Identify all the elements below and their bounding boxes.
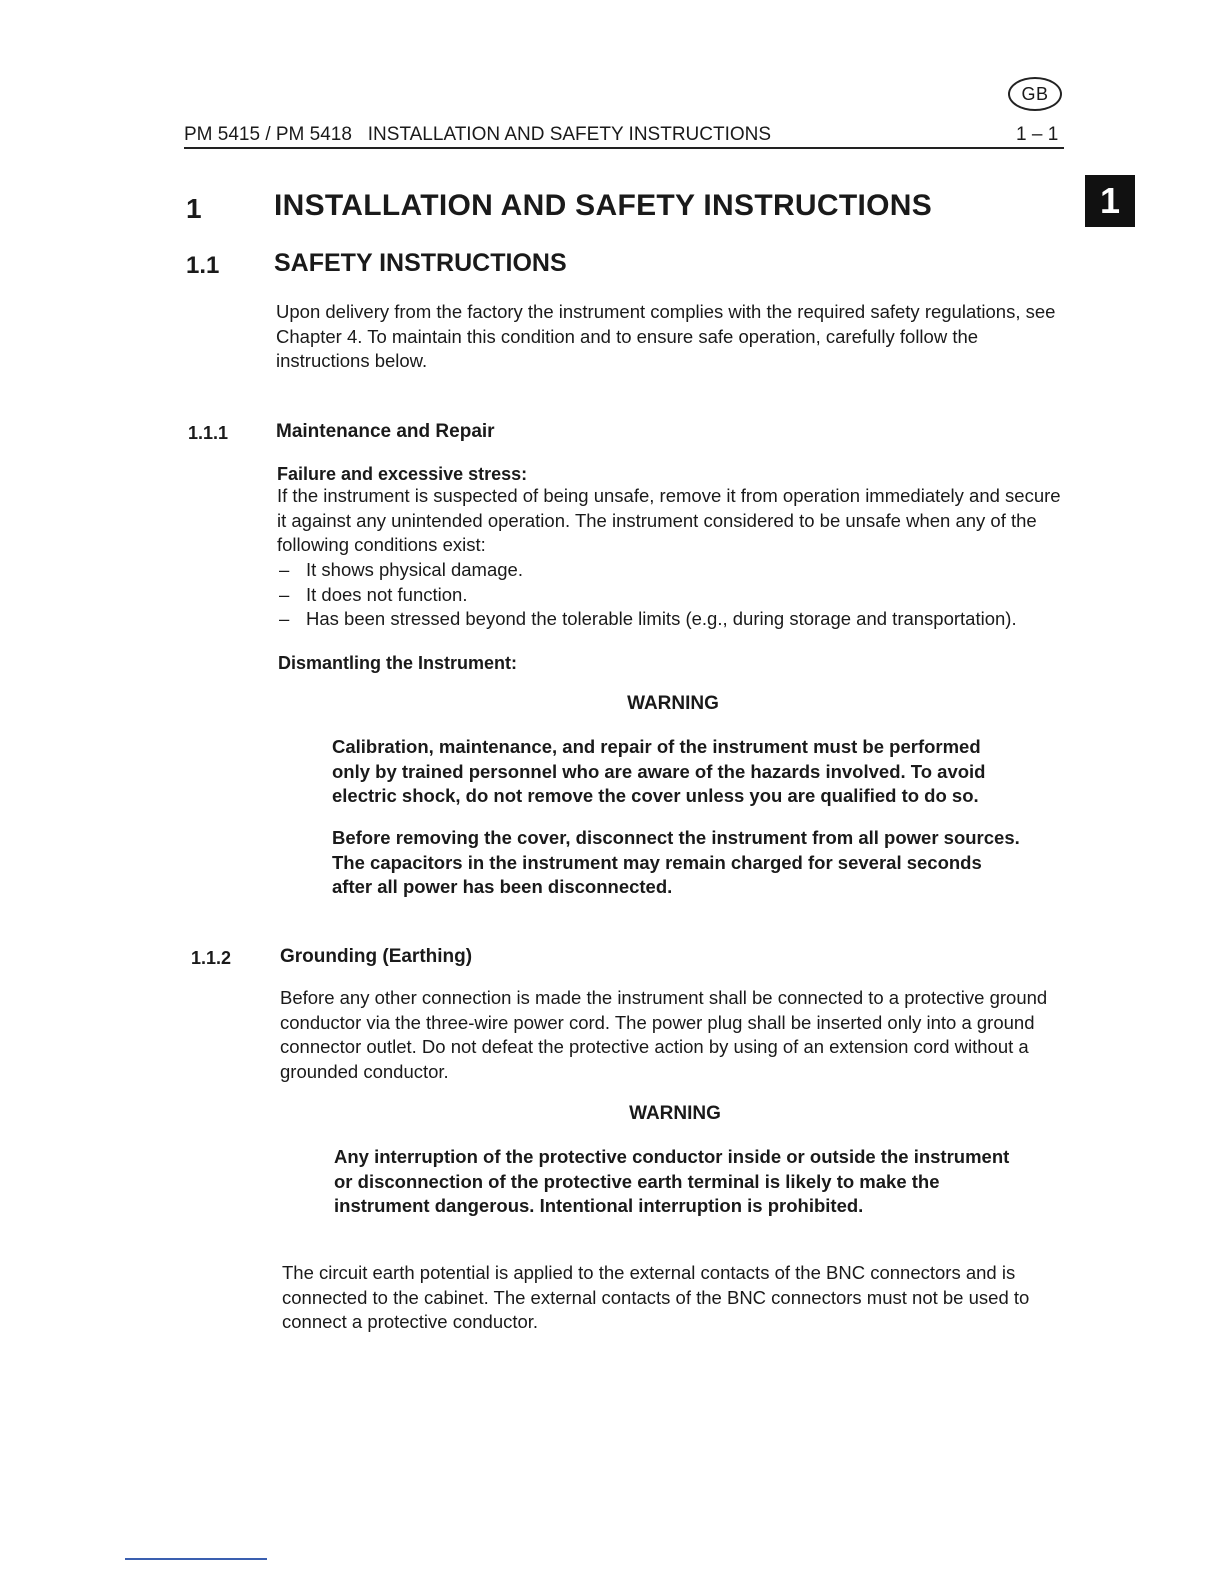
list-item: – Has been stressed beyond the tolerable limits (e.g., during storage and transportation). xyxy=(279,607,1079,632)
chapter-number: 1 xyxy=(186,193,202,224)
header-rule xyxy=(184,147,1064,149)
failure-heading: Failure and excessive stress: xyxy=(277,464,528,484)
warning-paragraph-qualified: Calibration, maintenance, and repair of the instrument must be performed only by trained personnel who are aware of the hazards involved. To avoid electric shock, do not remove the cover unless you are qualified to do so. xyxy=(332,736,986,806)
warning-title: WARNING xyxy=(629,1103,721,1124)
warning-paragraph-interruption: Any interruption of the protective conductor inside or outside the instrument or disconnection of the protective earth terminal is likely to make the instrument dangerous. Intentional interruption is prohibited. xyxy=(334,1146,1010,1216)
closing-paragraph: The circuit earth potential is applied to the external contacts of the BNC connectors and is connected to the cabinet. The external contacts of the BNC connectors must not be used to connect a protective conductor. xyxy=(282,1262,1030,1332)
page-number: 1 – 1 xyxy=(1016,124,1059,145)
subsection-number-1-1-2: 1.1.2 xyxy=(191,948,232,968)
unsafe-conditions-list xyxy=(279,558,1079,632)
subsection-title-maintenance: Maintenance and Repair xyxy=(276,421,495,442)
list-item: – It shows physical damage. xyxy=(279,558,1079,583)
grounding-paragraph: Before any other connection is made the instrument shall be connected to a protective ground conductor via the three-wire power cord. The power plug shall be inserted only into a ground connector outlet. Do not defeat the protective action by using of an extension cord without a grounded conductor. xyxy=(280,987,1048,1082)
warning-paragraph-capacitors: Before removing the cover, disconnect the instrument from all power sources. The capacitors in the instrument may remain charged for several seconds after all power has been disconnected. xyxy=(332,827,1020,897)
subsection-number-1-1-1: 1.1.1 xyxy=(188,423,229,443)
dismantling-heading: Dismantling the Instrument: xyxy=(278,653,518,673)
intro-paragraph: Upon delivery from the factory the instrument complies with the required safety regulations, see Chapter 4. To maintain this condition and to ensure safe operation, carefully follow the instructions below. xyxy=(276,301,1056,371)
list-item: – It does not function. xyxy=(279,583,1079,608)
section-number: 1.1 xyxy=(186,252,220,279)
chapter-title: INSTALLATION AND SAFETY INSTRUCTIONS xyxy=(274,189,933,222)
warning-title: WARNING xyxy=(627,693,719,714)
running-header: PM 5415 / PM 5418 INSTALLATION AND SAFETY INSTRUCTIONS xyxy=(184,124,772,145)
language-badge: GB xyxy=(1008,77,1062,111)
subsection-title-grounding: Grounding (Earthing) xyxy=(280,946,473,967)
footer-line xyxy=(125,1558,267,1560)
failure-paragraph: If the instrument is suspected of being unsafe, remove it from operation immediately and secure it against any unintended operation. The instrument considered to be unsafe when any of the following conditions exist: xyxy=(277,485,1061,555)
section-title: SAFETY INSTRUCTIONS xyxy=(274,249,567,277)
chapter-tab: 1 xyxy=(1085,175,1135,227)
